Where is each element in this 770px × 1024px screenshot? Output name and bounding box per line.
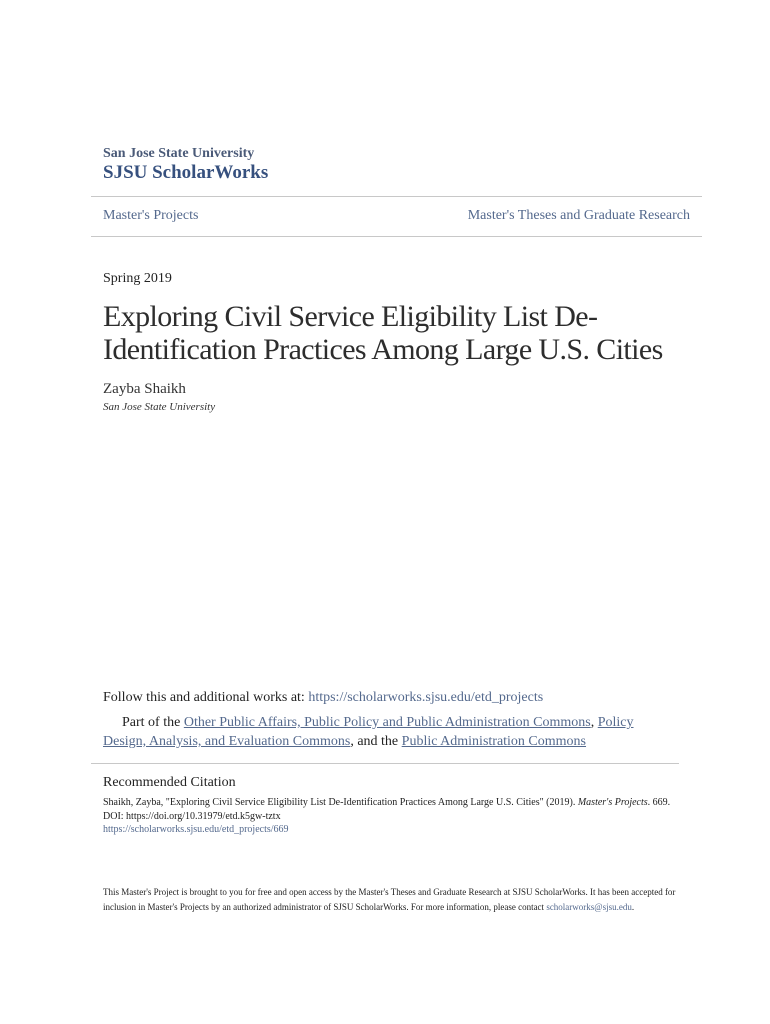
contact-email-link[interactable]: scholarworks@sjsu.edu — [546, 902, 632, 912]
title-line-1: Exploring Civil Service Eligibility List De- — [103, 300, 598, 333]
partof-sep-2: , and the — [350, 734, 402, 749]
citation-text — [103, 796, 678, 810]
publication-date: Spring 2019 — [103, 271, 172, 286]
follow-url-link[interactable]: https://scholarworks.sjsu.edu/etd_projects — [308, 690, 544, 705]
citation-body: Shaikh, Zayba, "Exploring Civil Service Eligibility List De-Identification Practices Among Large U.S. Cities" (2019). — [103, 797, 578, 808]
top-divider — [91, 196, 702, 197]
citation-url-link[interactable]: https://scholarworks.sjsu.edu/etd_projects/669 — [103, 824, 289, 835]
repository-name[interactable]: SJSU ScholarWorks — [103, 162, 269, 183]
citation-heading: Recommended Citation — [103, 775, 236, 790]
commons-link-other-public-affairs[interactable]: Other Public Affairs, Public Policy and Public Administration Commons — [183, 715, 591, 730]
access-statement — [103, 885, 678, 915]
access-end: . — [631, 902, 635, 912]
author-name: Zayba Shaikh — [103, 381, 186, 397]
commons-link-policy-design[interactable]: Policy Design, Analysis, and Evaluation Commons — [103, 715, 634, 749]
part-of-commons — [103, 713, 663, 751]
citation-divider — [91, 763, 679, 764]
follow-prefix: Follow this and additional works at: — [103, 690, 309, 705]
citation-block — [103, 796, 678, 837]
title-line-2: Identification Practices Among Large U.S. Cities — [103, 333, 663, 366]
follow-line — [103, 690, 543, 706]
citation-doi[interactable]: DOI: https://doi.org/10.31979/etd.k5gw-tztx — [103, 810, 281, 822]
citation-number: . 669. — [647, 797, 671, 808]
masters-projects-link[interactable]: Master's Projects — [103, 208, 199, 223]
access-text: This Master's Project is brought to you for free and open access by the Master's Theses and Graduate Research at SJSU ScholarWorks. It has been accepted for inclusion in Master's Projects by an authorized administrator of SJSU ScholarWorks. For more information, please contact — [103, 887, 676, 912]
author-affiliation: San Jose State University — [103, 401, 216, 413]
partof-prefix: Part of the — [122, 715, 184, 730]
partof-sep-1: , — [590, 715, 598, 730]
paper-title — [103, 300, 703, 366]
university-name: San Jose State University — [103, 146, 255, 161]
citation-series: Master's Projects — [577, 797, 648, 808]
commons-link-public-administration[interactable]: Public Administration Commons — [401, 734, 587, 749]
masters-theses-link[interactable]: Master's Theses and Graduate Research — [467, 208, 690, 223]
nav-divider — [91, 236, 702, 237]
